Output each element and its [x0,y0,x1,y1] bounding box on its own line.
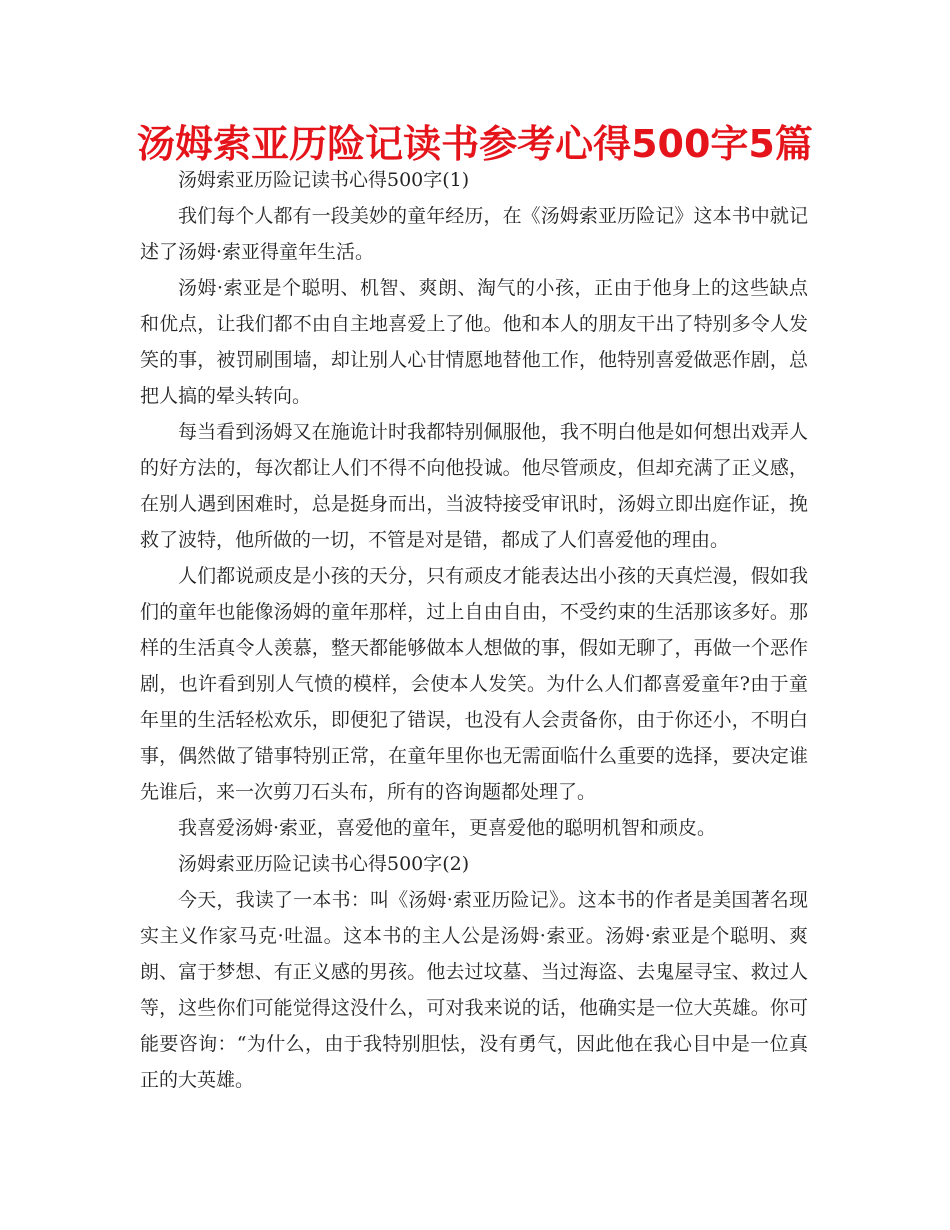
paragraph: 汤姆·索亚是个聪明、机智、爽朗、淘气的小孩，正由于他身上的这些缺点和优点，让我们都不由自主地喜爱上了他。他和本人的朋友干出了特别多令人发笑的事，被罚刷围墙，却让别人心甘情愿地替他工作，他特别喜爱做恶作剧，总把人搞的晕头转向。 [140,277,808,407]
section-heading-1: 汤姆索亚历险记读书心得500字(1) [178,169,470,191]
paragraph: 我们每个人都有一段美妙的童年经历，在《汤姆索亚历险记》这本书中就记述了汤姆·索亚得童年生活。 [140,205,808,263]
section-heading-2: 汤姆索亚历险记读书心得500字(2) [178,853,470,875]
document-title: 汤姆索亚历险记读书参考心得500字5篇 [137,122,813,166]
paragraph: 每当看到汤姆又在施诡计时我都特别佩服他，我不明白他是如何想出戏弄人的好方法的，每次都让人们不得不向他投诚。他尽管顽皮，但却充满了正义感，在别人遇到困难时，总是挺身而出，当波特接受审讯时，汤姆立即出庭作证，挽救了波特，他所做的一切，不管是对是错，都成了人们喜爱他的理由。 [140,421,808,551]
paragraph: 人们都说顽皮是小孩的天分，只有顽皮才能表达出小孩的天真烂漫，假如我们的童年也能像汤姆的童年那样，过上自由自由，不受约束的生活那该多好。那样的生活真令人羡慕，整天都能够做本人想做的事，假如无聊了，再做一个恶作剧，也许看到别人气愤的模样，会使本人发笑。为什么人们都喜爱童年?由于童年里的生活轻松欢乐，即便犯了错误，也没有人会责备你，由于你还小，不明白事，偶然做了错事特别正常，在童年里你也无需面临什么重要的选择，要决定谁先谁后，来一次剪刀石头布，所有的咨询题都处理了。 [140,565,808,803]
document-body [140,162,808,1098]
paragraph: 今天，我读了一本书：叫《汤姆·索亚历险记》。这本书的作者是美国著名现实主义作家马克·吐温。这本书的主人公是汤姆·索亚。汤姆·索亚是个聪明、爽朗、富于梦想、有正义感的男孩。他去过坟墓、当过海盗、去鬼屋寻宝、救过人等，这些你们可能觉得这没什么，可对我来说的话，他确实是一位大英雄。你可能要咨询：“为什么，由于我特别胆怯，没有勇气，因此他在我心目中是一位真正的大英雄。 [140,889,808,1091]
paragraph: 我喜爱汤姆·索亚，喜爱他的童年，更喜爱他的聪明机智和顽皮。 [178,817,717,839]
